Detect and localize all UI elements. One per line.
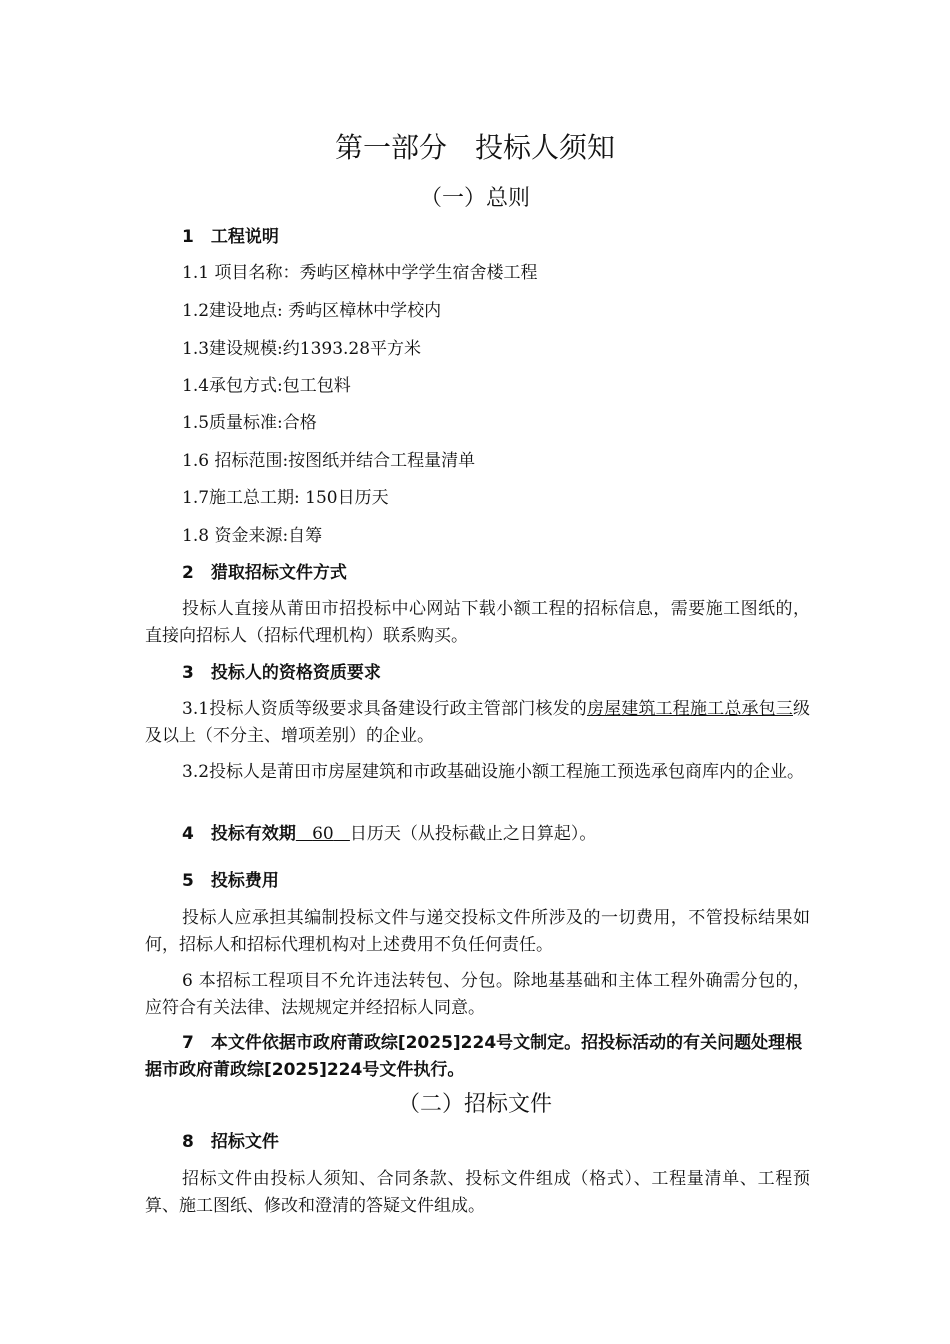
text-qualification-before: 3.1投标人资质等级要求具备建设行政主管部门核发的 bbox=[182, 699, 587, 719]
heading-qualification: 3 投标人的资格资质要求 bbox=[182, 663, 381, 683]
text-validity-value bbox=[296, 824, 350, 844]
paragraph-qualification-3-2: 3.2投标人是莆田市房屋建筑和市政基础设施小额工程施工预选承包商库内的企业。 bbox=[182, 762, 805, 782]
paragraph-qualification-3-1 bbox=[145, 696, 810, 750]
section-heading-tender-documents: （二）招标文件 bbox=[397, 1092, 552, 1117]
heading-tender-documents: 8 招标文件 bbox=[182, 1132, 279, 1152]
document-title: 第一部分 投标人须知 bbox=[334, 131, 615, 164]
paragraph-bid-cost: 投标人应承担其编制投标文件与递交投标文件所涉及的一切费用，不管投标结果如何，招标人和招标代理机构对上述费用不负任何责任。 bbox=[145, 908, 810, 955]
heading-bid-cost: 5 投标费用 bbox=[182, 871, 279, 891]
heading-obtain-documents: 2 猎取招标文件方式 bbox=[182, 563, 347, 583]
item-scale: 1.3建设规模:约1393.28平方米 bbox=[182, 339, 422, 359]
item-funding: 1.8 资金来源:自筹 bbox=[182, 526, 323, 546]
heading-bid-validity bbox=[182, 821, 596, 847]
item-quality: 1.5质量标准:合格 bbox=[182, 413, 317, 433]
paragraph-obtain-documents: 投标人直接从莆田市招投标中心网站下载小额工程的招标信息，需要施工图纸的，直接向招标人（招标代理机构）联系购买。 bbox=[145, 599, 810, 646]
text-qualification-underlined: 房屋建筑工程施工总承包三 bbox=[586, 699, 793, 719]
item-location: 1.2建设地点: 秀屿区樟林中学校内 bbox=[182, 301, 442, 321]
paragraph-tender-documents: 招标文件由投标人须知、合同条款、投标文件组成（格式）、工程量清单、工程预算、施工图纸、修改和澄清的答疑文件组成。 bbox=[145, 1169, 810, 1216]
item-project-name: 1.1 项目名称：秀屿区樟林中学学生宿舍楼工程 bbox=[182, 263, 538, 283]
text-validity-after: 日历天（从投标截止之日算起）。 bbox=[349, 824, 597, 844]
validity-days-value: 60 bbox=[312, 824, 334, 844]
item-scope: 1.6 招标范围:按图纸并结合工程量清单 bbox=[182, 451, 476, 471]
text-validity-before: 4 投标有效期 bbox=[182, 824, 296, 844]
paragraph-subcontract: 6 本招标工程项目不允许违法转包、分包。除地基基础和主体工程外确需分包的，应符合有关法律、法规规定并经招标人同意。 bbox=[145, 971, 810, 1018]
text-qualification-after: 级及以上（不分主、增项差别）的企业。 bbox=[145, 699, 810, 746]
item-duration: 1.7施工总工期: 150日历天 bbox=[182, 488, 389, 508]
heading-project-description: 1 工程说明 bbox=[182, 227, 279, 247]
section-heading-general: （一）总则 bbox=[419, 186, 530, 211]
item-contract-mode: 1.4承包方式:包工包料 bbox=[182, 376, 351, 396]
paragraph-basis: 7 本文件依据市政府莆政综[2025]224号文制定。招投标活动的有关问题处理根据市政府莆政综[2025]224号文件执行。 bbox=[145, 1033, 803, 1080]
